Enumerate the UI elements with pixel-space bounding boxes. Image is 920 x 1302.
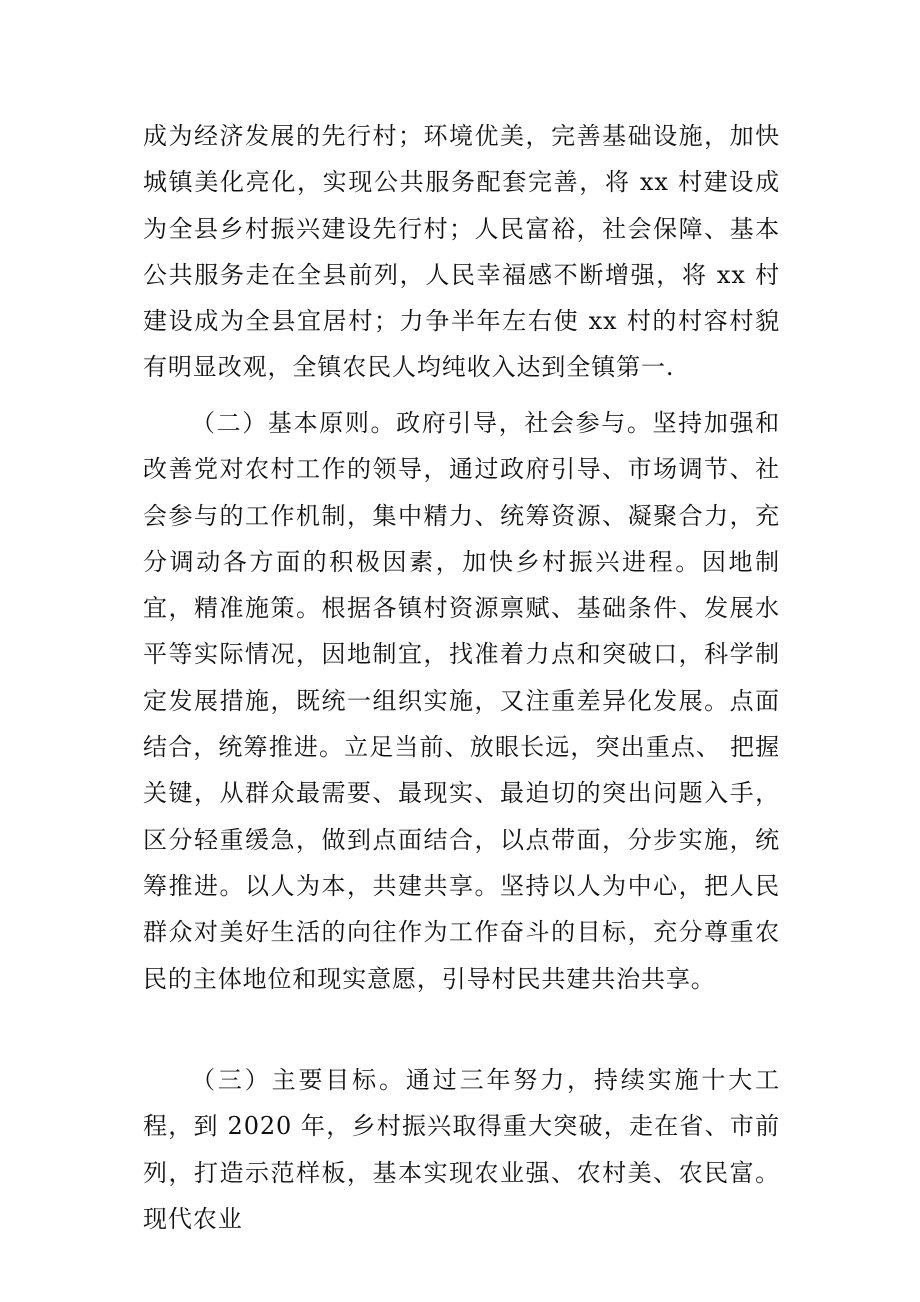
paragraph-basic-principles: （二）基本原则。政府引导，社会参与。坚持加强和改善党对农村工作的领导，通过政府引导、市场调节、社会参与的工作机制，集中精力、统筹资源、凝聚合力，充分调动各方面的积极因素，加快乡村振兴进程。因地制宜，精准施策。根据各镇村资源禀赋、基础条件、发展水平等实际情况，因地制宜，找准着力点和突破口，科学制定发展措施，既统一组织实施，又注重差异化发展。点面结合，统筹推进。立足当前、放眼长远，突出重点、 把握关键，从群众最需要、最现实、最迫切的突出问题入手，区分轻重缓急，做到点面结合，以点带面，分步实施，统筹推进。以人为本，共建共享。坚持以人为中心，把人民群众对美好生活的向往作为工作奋斗的目标，充分尊重农民的主体地位和现实意愿，引导村民共建共治共享。 xyxy=(143,409,780,993)
paragraph-block-continuation xyxy=(143,113,780,391)
paragraph-block-main-goals xyxy=(143,1057,780,1242)
paragraph-continuation: 成为经济发展的先行村；环境优美，完善基础设施，加快城镇美化亮化，实现公共服务配套完善，将 xx 村建设成为全县乡村振兴建设先行村；人民富裕，社会保障、基本公共服务走在全县前列，人民幸福感不断增强，将 xx 村建设成为全县宜居村；力争半年左右使 xx 村的村容村貌有明显改观，全镇农民人均纯收入达到全镇第一. xyxy=(143,122,780,382)
paragraph-block-basic-principles xyxy=(143,400,780,1002)
paragraph-main-goals: （三）主要目标。通过三年努力，持续实施十大工程，到 2020 年，乡村振兴取得重大突破，走在省、市前列，打造示范样板，基本实现农业强、农村美、农民富。现代农业 xyxy=(143,1066,780,1233)
